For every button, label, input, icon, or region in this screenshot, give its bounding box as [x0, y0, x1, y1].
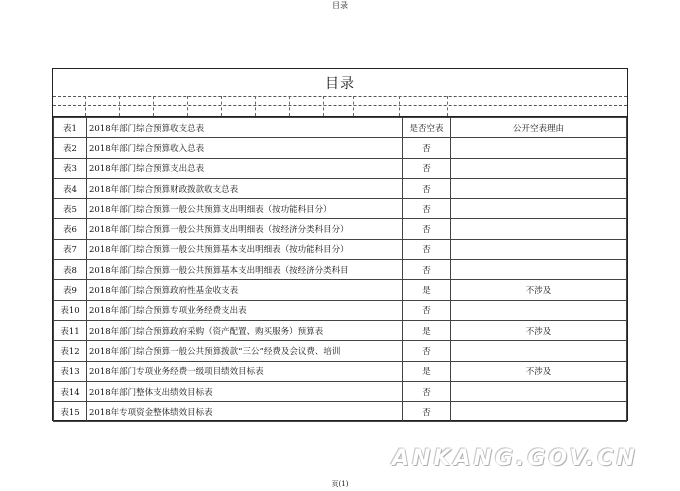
cell-table-name: 2018年部门综合预算一般公共预算支出明细表（按经济分类科目分） — [87, 219, 403, 239]
cell-table-number: 表12 — [54, 341, 87, 361]
cell-table-name: 2018年部门综合预算专项业务经费支出表 — [87, 300, 403, 320]
table-row — [54, 178, 627, 198]
spacer-rows — [53, 96, 627, 117]
cell-is-empty: 是否空表 — [403, 118, 451, 138]
table-row — [54, 361, 627, 381]
cell-is-empty: 否 — [403, 300, 451, 320]
cell-table-name: 2018年部门整体支出绩效目标表 — [87, 381, 403, 401]
cell-table-number: 表2 — [54, 138, 87, 158]
cell-is-empty: 否 — [403, 260, 451, 280]
cell-empty-reason — [451, 239, 627, 259]
cell-empty-reason — [451, 260, 627, 280]
cell-empty-reason: 不涉及 — [451, 280, 627, 300]
column-divider — [187, 96, 188, 116]
catalog-table — [53, 117, 627, 422]
table-row — [54, 219, 627, 239]
cell-table-name: 2018年部门综合预算一般公共预算支出明细表（按功能科目分） — [87, 199, 403, 219]
cell-empty-reason — [451, 402, 627, 422]
cell-table-number: 表15 — [54, 402, 87, 422]
table-row — [54, 402, 627, 422]
cell-table-name: 2018年部门综合预算财政拨款收支总表 — [87, 178, 403, 198]
column-divider — [353, 96, 354, 116]
cell-empty-reason: 不涉及 — [451, 320, 627, 340]
table-row — [54, 381, 627, 401]
table-row — [54, 320, 627, 340]
column-divider — [447, 96, 448, 116]
cell-table-name: 2018年部门综合预算政府性基金收支表 — [87, 280, 403, 300]
cell-table-number: 表7 — [54, 239, 87, 259]
cell-is-empty: 否 — [403, 381, 451, 401]
page-footer: 页(1) — [331, 480, 349, 488]
cell-is-empty: 否 — [403, 158, 451, 178]
cell-is-empty: 否 — [403, 402, 451, 422]
column-divider — [153, 96, 154, 116]
cell-empty-reason — [451, 158, 627, 178]
cell-is-empty: 否 — [403, 239, 451, 259]
cell-empty-reason: 公开空表理由 — [451, 118, 627, 138]
cell-is-empty: 是 — [403, 361, 451, 381]
page-header: 目录 — [332, 1, 348, 10]
cell-empty-reason: 不涉及 — [451, 361, 627, 381]
column-divider — [399, 96, 400, 116]
cell-table-number: 表1 — [54, 118, 87, 138]
cell-is-empty: 是 — [403, 320, 451, 340]
cell-table-name: 2018年专项资金整体绩效目标表 — [87, 402, 403, 422]
cell-is-empty: 否 — [403, 199, 451, 219]
column-divider — [289, 96, 290, 116]
cell-empty-reason — [451, 138, 627, 158]
spacer-row — [53, 105, 627, 117]
cell-table-name: 2018年部门综合预算收入总表 — [87, 138, 403, 158]
column-divider — [85, 96, 86, 116]
cell-table-number: 表10 — [54, 300, 87, 320]
cell-empty-reason — [451, 199, 627, 219]
table-row — [54, 260, 627, 280]
cell-table-name: 2018年部门综合预算收支总表 — [87, 118, 403, 138]
cell-table-number: 表3 — [54, 158, 87, 178]
cell-table-name: 2018年部门综合预算政府采购（资产配置、购买服务）预算表 — [87, 320, 403, 340]
cell-is-empty: 否 — [403, 341, 451, 361]
table-row — [54, 239, 627, 259]
cell-is-empty: 是 — [403, 280, 451, 300]
cell-is-empty: 否 — [403, 138, 451, 158]
cell-empty-reason — [451, 178, 627, 198]
cell-table-name: 2018年部门综合预算一般公共预算基本支出明细表（按经济分类科目 — [87, 260, 403, 280]
cell-is-empty: 否 — [403, 178, 451, 198]
table-row — [54, 300, 627, 320]
table-title: 目录 — [53, 69, 627, 97]
cell-table-number: 表6 — [54, 219, 87, 239]
cell-table-name: 2018年部门综合预算支出总表 — [87, 158, 403, 178]
cell-table-number: 表4 — [54, 178, 87, 198]
column-divider — [255, 96, 256, 116]
column-divider — [323, 96, 324, 116]
cell-table-number: 表11 — [54, 320, 87, 340]
column-divider — [221, 96, 222, 116]
cell-table-number: 表13 — [54, 361, 87, 381]
cell-table-name: 2018年部门综合预算一般公共预算拨款“三公”经费及会议费、培训 — [87, 341, 403, 361]
cell-table-number: 表9 — [54, 280, 87, 300]
cell-table-number: 表5 — [54, 199, 87, 219]
table-row — [54, 158, 627, 178]
cell-empty-reason — [451, 219, 627, 239]
table-row — [54, 118, 627, 138]
table-row — [54, 138, 627, 158]
cell-empty-reason — [451, 381, 627, 401]
table-row — [54, 280, 627, 300]
table-row — [54, 199, 627, 219]
catalog-sheet — [52, 68, 628, 421]
watermark-logo: ANKANG.GOV.CN — [392, 446, 638, 471]
cell-table-number: 表8 — [54, 260, 87, 280]
cell-empty-reason — [451, 341, 627, 361]
cell-empty-reason — [451, 300, 627, 320]
cell-table-name: 2018年部门综合预算一般公共预算基本支出明细表（按功能科目分） — [87, 239, 403, 259]
table-row — [54, 341, 627, 361]
cell-table-number: 表14 — [54, 381, 87, 401]
cell-is-empty: 否 — [403, 219, 451, 239]
column-divider — [119, 96, 120, 116]
cell-table-name: 2018年部门专项业务经费一级项目绩效目标表 — [87, 361, 403, 381]
